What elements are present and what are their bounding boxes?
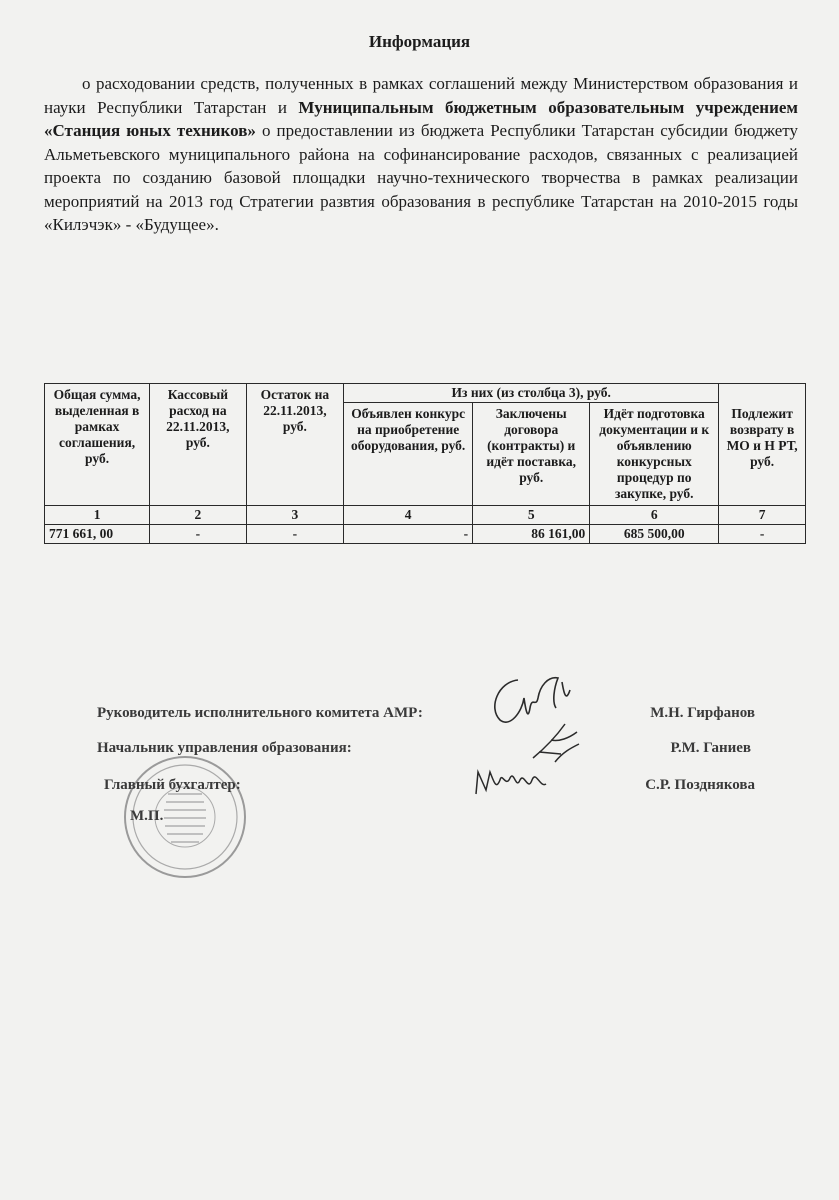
header-cash-expense: Кассовый расход на 22.11.2013, руб. bbox=[150, 384, 246, 506]
value-docs-preparation: 685 500,00 bbox=[590, 525, 719, 544]
header-tender-announced: Объявлен конкурс на приобретение оборудования, руб. bbox=[344, 403, 473, 506]
column-number: 7 bbox=[719, 506, 806, 525]
stamp-label: М.П. bbox=[130, 808, 164, 824]
signature-name: С.Р. Позднякова bbox=[645, 777, 755, 793]
value-cash-expense: - bbox=[150, 525, 246, 544]
column-number: 3 bbox=[246, 506, 344, 525]
signature-position: Главный бухгалтер: bbox=[104, 777, 241, 793]
header-remainder: Остаток на 22.11.2013, руб. bbox=[246, 384, 344, 506]
column-number: 1 bbox=[45, 506, 150, 525]
intro-paragraph bbox=[44, 72, 798, 237]
value-remainder: - bbox=[246, 525, 344, 544]
signature-name: М.Н. Гирфанов bbox=[650, 705, 755, 721]
signature-position: Начальник управления образования: bbox=[97, 740, 352, 756]
document-title: Информация bbox=[368, 32, 471, 51]
header-group-of-which: Из них (из столбца 3), руб. bbox=[344, 384, 719, 403]
value-to-return: - bbox=[719, 525, 806, 544]
header-to-return: Подлежит возврату в МО и Н РТ, руб. bbox=[719, 384, 806, 506]
signature-position: Руководитель исполнительного комитета АМР: bbox=[97, 705, 423, 721]
intro-text-part1: о расходовании средств, полученных в рамках соглашений между Министерством образования и науки Республики Татарстан и bbox=[44, 74, 798, 117]
header-contracts-concluded: Заключены договора (контракты) и идёт поставка, руб. bbox=[473, 403, 590, 506]
column-number: 2 bbox=[150, 506, 246, 525]
column-number: 6 bbox=[590, 506, 719, 525]
column-numbers-row bbox=[45, 506, 806, 525]
expenses-table bbox=[44, 383, 806, 544]
header-docs-preparation: Идёт подготовка документации и к объявлению конкурсных процедур по закупке, руб. bbox=[590, 403, 719, 506]
value-tender-announced: - bbox=[344, 525, 473, 544]
intro-text-part2: о предоставлении из бюджета Республики Татарстан субсидии бюджету Альметьевского муниципального района на софинансирование расходов, связанных с реализацией проекта по созданию базовой площадки научно-технического творчества в рамках реализации мероприятий на 2013 год Стратегии развтия образования в республике Татарстан на 2010-2015 годы «Килэчэк» - «Будущее». bbox=[44, 121, 798, 234]
value-total-amount: 771 661, 00 bbox=[45, 525, 150, 544]
values-row bbox=[45, 525, 806, 544]
column-number: 4 bbox=[344, 506, 473, 525]
intro-text-bold: Муниципальным бюджетным образовательным учреждением «Станция юных техников» bbox=[44, 97, 798, 140]
signature-name: Р.М. Ганиев bbox=[670, 740, 751, 756]
handwritten-signature bbox=[470, 760, 555, 805]
column-number: 5 bbox=[473, 506, 590, 525]
value-contracts-concluded: 86 161,00 bbox=[473, 525, 590, 544]
header-total-amount: Общая сумма, выделенная в рамках соглашения, руб. bbox=[45, 384, 150, 506]
